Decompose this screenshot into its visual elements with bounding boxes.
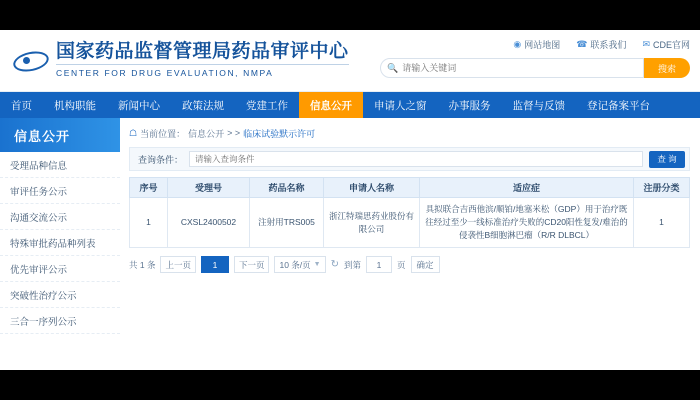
header-link-contact-label: 联系我们	[590, 40, 627, 50]
breadcrumb-parent[interactable]: 信息公开	[188, 128, 225, 139]
column-header-no: 序号	[130, 178, 168, 198]
query-bar	[129, 147, 690, 171]
site-header	[0, 30, 700, 92]
cell-drug-name: 注射用TRS005	[250, 198, 324, 248]
main-nav	[0, 92, 700, 118]
logo-ring-shape	[11, 48, 50, 74]
cell-indication: 具拟联合吉西他滨/顺铂/地塞米松（GDP）用于治疗既往经过至少一线标准治疗失败的CD20阳性复发/难治的侵袭性B细胞淋巴瘤（R/R DLBCL）	[420, 198, 634, 248]
phone-icon: ☎	[576, 39, 588, 49]
pagination-confirm-button[interactable]: 确定	[411, 256, 440, 273]
cell-reg-class: 1	[634, 198, 690, 248]
letterbox-top	[0, 0, 700, 30]
letterbox-bottom	[0, 370, 700, 400]
header-link-cde-site[interactable]	[642, 38, 690, 51]
site-title-en: CENTER FOR DRUG EVALUATION, NMPA	[56, 64, 349, 80]
site-title-cn: 国家药品监督管理局药品审评中心	[56, 41, 349, 62]
column-header-applicant: 申请人名称	[324, 178, 420, 198]
nav-item-functions[interactable]: 机构职能	[54, 99, 96, 112]
column-header-indication: 适应症	[420, 178, 634, 198]
sidebar-item-priority-review[interactable]: 优先审评公示	[0, 256, 120, 282]
header-link-contact[interactable]	[576, 38, 626, 51]
cell-applicant: 浙江特瑞思药业股份有限公司	[324, 198, 420, 248]
nav-item-applicant-window[interactable]: 申请人之窗	[374, 99, 427, 112]
refresh-icon[interactable]: ↻	[330, 259, 339, 270]
browser-page	[0, 30, 700, 370]
header-search	[380, 58, 690, 78]
pagination-page-size-select[interactable]	[274, 256, 325, 273]
nav-item-news[interactable]: 新闻中心	[118, 99, 160, 112]
sidebar-item-special-approval[interactable]: 特殊审批药品种列表	[0, 230, 120, 256]
home-icon: ☖	[129, 127, 138, 138]
query-label: 查询条件：	[138, 154, 184, 165]
sidebar-item-review-tasks[interactable]: 审评任务公示	[0, 178, 120, 204]
pagination-next-button[interactable]: 下一页	[234, 256, 270, 273]
query-submit-button[interactable]: 查 询	[649, 151, 685, 168]
cde-logo-icon	[12, 42, 50, 80]
search-button[interactable]: 搜索	[644, 58, 690, 78]
sidebar-item-three-in-one[interactable]: 三合一序列公示	[0, 308, 120, 334]
breadcrumb-prefix: 当前位置：	[140, 128, 186, 139]
sidebar-item-communication[interactable]: 沟通交流公示	[0, 204, 120, 230]
header-link-sitemap-label: 网站地图	[524, 40, 561, 50]
site-logo-text	[56, 41, 349, 80]
search-input[interactable]	[402, 63, 637, 73]
nav-item-registration-platform[interactable]: 登记备案平台	[587, 99, 650, 112]
nav-item-policy[interactable]: 政策法规	[182, 99, 224, 112]
nav-item-party[interactable]: 党建工作	[246, 99, 288, 112]
table-row[interactable]	[130, 198, 690, 248]
location-pin-icon: ◉	[513, 39, 522, 49]
cell-no: 1	[130, 198, 168, 248]
sidebar	[0, 118, 120, 370]
pagination-jump-prefix: 到第	[344, 259, 362, 270]
content-area	[120, 118, 700, 370]
chevron-down-icon: ▼	[313, 261, 321, 268]
header-links	[380, 38, 690, 51]
pagination-total: 共 1 条	[129, 259, 156, 270]
pagination-page-1[interactable]: 1	[201, 256, 229, 273]
sidebar-title: 信息公开	[0, 118, 120, 152]
breadcrumb-current: 临床试验默示许可	[243, 128, 316, 139]
pagination-jump-suffix: 页	[397, 259, 406, 270]
page-body	[0, 118, 700, 370]
nav-item-home[interactable]: 首页	[11, 99, 32, 112]
nav-item-supervision[interactable]: 监督与反馈	[512, 99, 565, 112]
sidebar-item-breakthrough-therapy[interactable]: 突破性治疗公示	[0, 282, 120, 308]
nav-item-services[interactable]: 办事服务	[448, 99, 491, 112]
pagination-jump-input[interactable]	[366, 256, 392, 273]
pagination-prev-button[interactable]: 上一页	[160, 256, 196, 273]
search-icon: 🔍	[387, 62, 399, 73]
pagination	[129, 256, 690, 273]
header-utility-area	[380, 38, 690, 78]
query-input[interactable]	[189, 151, 643, 167]
header-link-cde-site-label: CDE官网	[652, 40, 690, 50]
header-link-sitemap[interactable]	[513, 38, 560, 51]
pagination-page-size-label: 10 条/页	[279, 259, 311, 270]
breadcrumb	[129, 125, 690, 141]
table-header-row	[130, 178, 690, 198]
nav-item-info-disclosure[interactable]: 信息公开	[299, 92, 363, 118]
mail-icon: ✉	[642, 39, 650, 49]
header-search-box[interactable]	[380, 58, 644, 78]
results-table	[129, 177, 690, 248]
results-table-body	[130, 198, 690, 248]
results-table-head	[130, 178, 690, 198]
cell-accept-no: CXSL2400502	[168, 198, 250, 248]
breadcrumb-separator: > >	[227, 128, 241, 138]
sidebar-item-accepted-varieties[interactable]: 受理品种信息	[0, 152, 120, 178]
column-header-drug-name: 药品名称	[250, 178, 324, 198]
column-header-accept-no: 受理号	[168, 178, 250, 198]
column-header-reg-class: 注册分类	[634, 178, 690, 198]
logo-dot-shape	[23, 57, 30, 64]
